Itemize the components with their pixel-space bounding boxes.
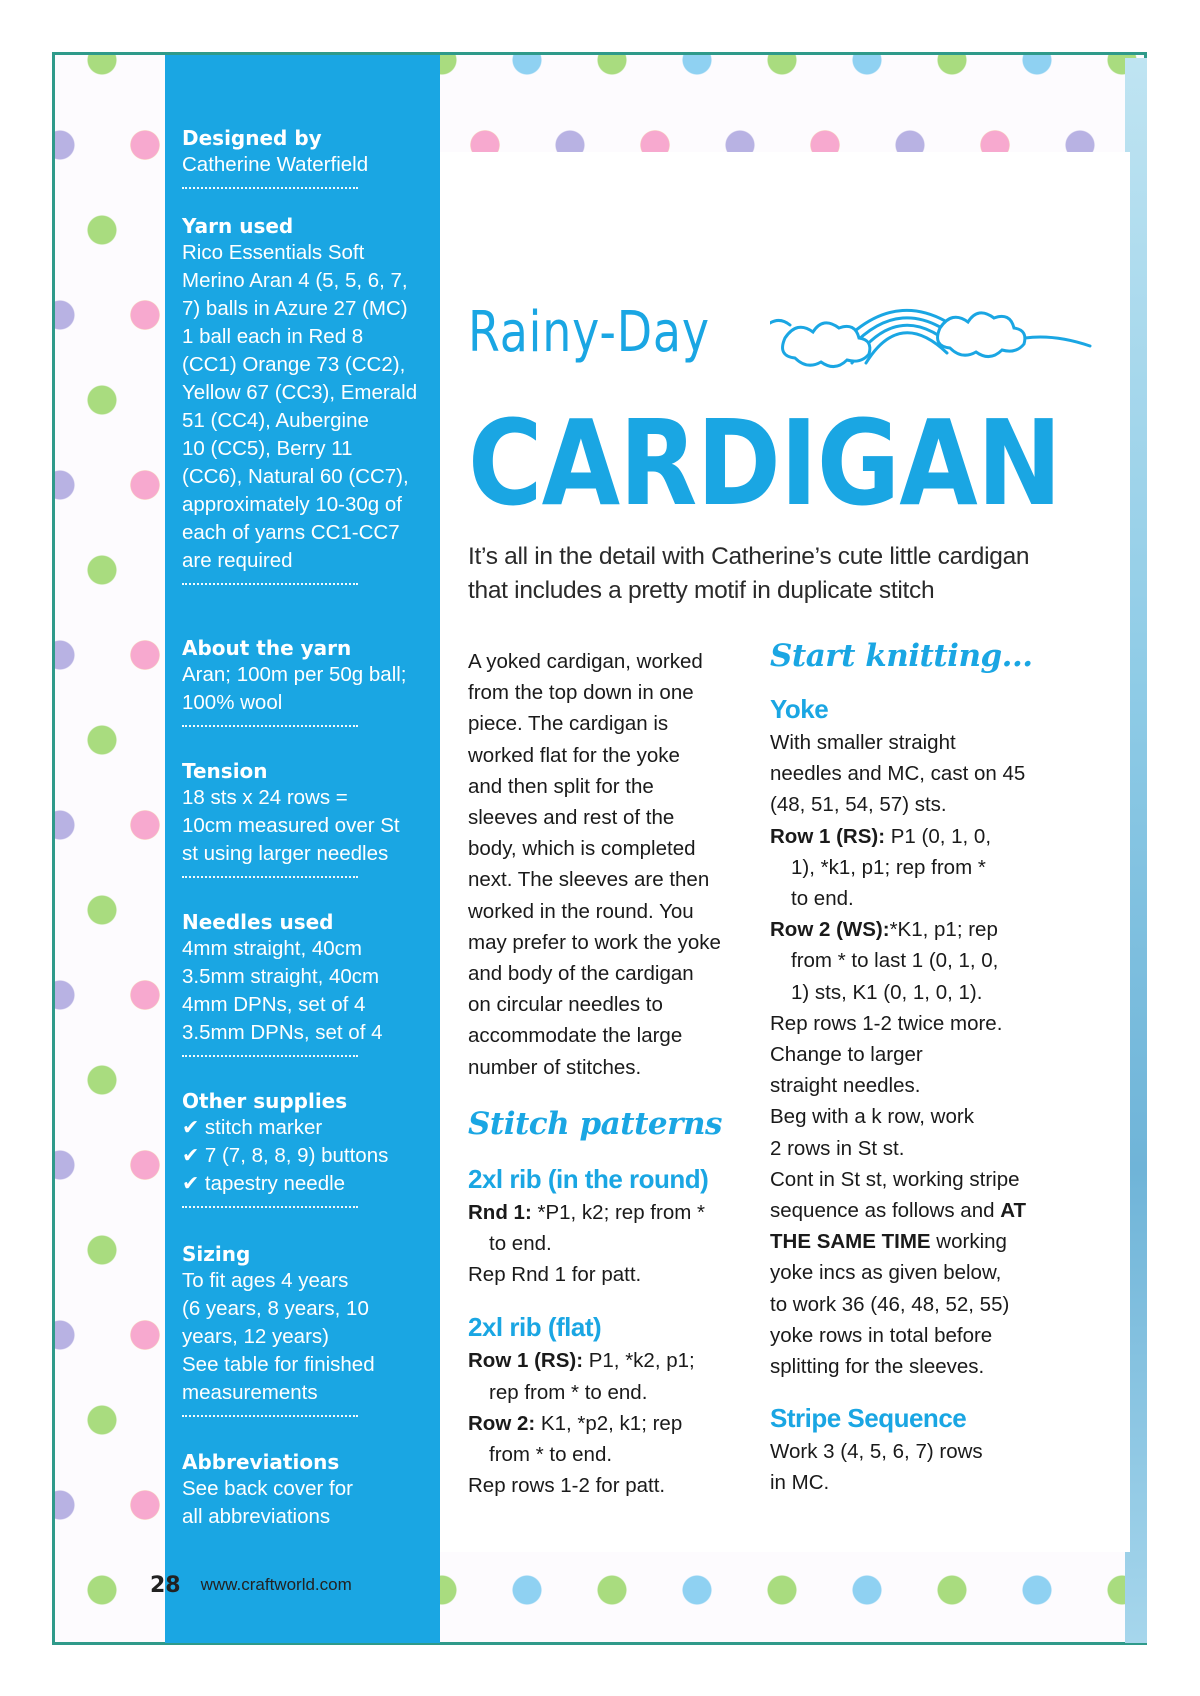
- intro-line: and body of the cardigan: [468, 962, 694, 986]
- supplies-heading: Other supplies: [182, 1089, 348, 1113]
- side-line: ✔ tapestry needle: [182, 1172, 346, 1195]
- intro-line: worked in the round. You: [468, 899, 694, 923]
- side-line: 4mm straight, 40cm: [182, 937, 362, 960]
- yoke-line: needles and MC, cast on 45: [770, 762, 1026, 786]
- sizing-section: [182, 1241, 437, 1417]
- yoke-line: Rep rows 1-2 twice more.: [770, 1011, 1003, 1035]
- stitch-patterns-heading: Stitch patterns: [468, 1105, 722, 1142]
- left-column: [468, 646, 748, 1501]
- yoke-line: from * to last 1 (0, 1, 0,: [791, 949, 999, 973]
- designed-by-section: [182, 125, 437, 189]
- yoke-line: to work 36 (46, 48, 52, 55): [770, 1292, 1010, 1316]
- side-line: st using larger needles: [182, 842, 389, 865]
- side-line: ✔ 7 (7, 8, 8, 9) buttons: [182, 1144, 389, 1167]
- yoke-line: With smaller straight: [770, 731, 956, 754]
- yoke-line: Cont in St st, working stripe: [770, 1167, 1020, 1191]
- supplies-body: [182, 1114, 437, 1198]
- yarn-used-section: [182, 213, 437, 585]
- rib-round-rnd1: [468, 1197, 748, 1228]
- side-line: 10 (CC5), Berry 11: [182, 437, 353, 460]
- right-column: [770, 633, 1050, 1499]
- side-line: years, 12 years): [182, 1325, 329, 1348]
- side-line: Merino Aran 4 (5, 5, 6, 7,: [182, 269, 408, 292]
- page-footer: [150, 1567, 352, 1603]
- rib-flat-row2-cont: from * to end.: [489, 1443, 613, 1467]
- intro-line: next. The sleeves are then: [468, 868, 710, 892]
- text: working: [936, 1230, 1007, 1254]
- side-line: (6 years, 8 years, 10: [182, 1297, 369, 1320]
- rib-flat-row1: [468, 1345, 748, 1376]
- divider: [182, 583, 358, 585]
- divider: [182, 1415, 358, 1417]
- about-yarn-heading: About the yarn: [182, 636, 352, 660]
- yoke-line: straight needles.: [770, 1074, 921, 1098]
- side-line: Catherine Waterfield: [182, 153, 369, 176]
- side-line: 100% wool: [182, 691, 283, 714]
- divider: [182, 1055, 358, 1057]
- side-line: To fit ages 4 years: [182, 1269, 349, 1292]
- needles-body: [182, 935, 437, 1047]
- row-label: Row 1 (RS):: [770, 824, 886, 848]
- title-rainy-day: Rainy-Day: [468, 300, 710, 365]
- intro-line: accommodate the large: [468, 1024, 683, 1048]
- about-yarn-body: [182, 661, 437, 717]
- side-line: are required: [182, 549, 293, 572]
- abbreviations-section: [182, 1449, 437, 1531]
- page-number: 28: [150, 1572, 181, 1598]
- yoke-line: 1) sts, K1 (0, 1, 0, 1).: [791, 980, 983, 1004]
- about-yarn-section: [182, 635, 437, 727]
- tension-heading: Tension: [182, 759, 268, 783]
- intro-line: worked flat for the yoke: [468, 743, 680, 767]
- row-text: P1 (0, 1, 0,: [890, 824, 992, 848]
- sizing-heading: Sizing: [182, 1242, 251, 1266]
- needles-heading: Needles used: [182, 910, 334, 934]
- side-line: 3.5mm DPNs, set of 4: [182, 1021, 383, 1044]
- divider: [182, 876, 358, 878]
- row-text: *K1, p1; rep: [889, 918, 998, 942]
- standfirst: [468, 540, 1068, 608]
- rib-flat-row2: [468, 1408, 748, 1439]
- yoke-row2: [770, 914, 1050, 945]
- emphasis: THE SAME TIME: [770, 1230, 931, 1254]
- side-line: Aran; 100m per 50g ball;: [182, 663, 407, 686]
- row-label: Row 2 (WS):: [770, 918, 890, 942]
- info-sidebar: [165, 55, 440, 1643]
- side-line: 7) balls in Azure 27 (MC): [182, 297, 408, 320]
- standfirst-line: It’s all in the detail with Catherine’s cute little cardigan: [468, 543, 1030, 570]
- footer-url[interactable]: www.craftworld.com: [200, 1575, 352, 1594]
- supplies-section: [182, 1088, 437, 1208]
- sizing-body: [182, 1267, 437, 1407]
- side-line: (CC6), Natural 60 (CC7),: [182, 465, 409, 488]
- stripe-heading: Stripe Sequence: [770, 1403, 967, 1434]
- yoke-line: yoke rows in total before: [770, 1323, 993, 1347]
- text: sequence as follows and: [770, 1199, 995, 1223]
- yoke-line: Change to larger: [770, 1043, 923, 1067]
- side-line: 4mm DPNs, set of 4: [182, 993, 366, 1016]
- divider: [182, 187, 358, 189]
- intro-line: number of stitches.: [468, 1055, 642, 1079]
- divider: [182, 725, 358, 727]
- yoke-line: 2 rows in St st.: [770, 1136, 905, 1160]
- tension-section: [182, 758, 437, 878]
- side-line: 3.5mm straight, 40cm: [182, 965, 380, 988]
- side-line: See back cover for: [182, 1477, 353, 1500]
- rib-round-rep: Rep Rnd 1 for patt.: [468, 1263, 642, 1287]
- row-label: Row 2:: [468, 1411, 536, 1435]
- side-line: Rico Essentials Soft: [182, 241, 365, 264]
- side-line: (CC1) Orange 73 (CC2),: [182, 353, 406, 376]
- yoke-heading: Yoke: [770, 694, 829, 724]
- side-line: 1 ball each in Red 8: [182, 325, 364, 348]
- side-line: each of yarns CC1-CC7: [182, 521, 400, 544]
- rib-flat-rep: Rep rows 1-2 for patt.: [468, 1474, 666, 1498]
- tension-body: [182, 784, 437, 868]
- side-line: See table for finished: [182, 1353, 375, 1376]
- yoke-line: [770, 1195, 1050, 1226]
- intro-line: and then split for the: [468, 774, 654, 798]
- rnd-label: Rnd 1:: [468, 1200, 532, 1224]
- yoke-line: 1), *k1, p1; rep from *: [791, 855, 986, 879]
- abbreviations-body: [182, 1475, 437, 1531]
- intro-line: may prefer to work the yoke: [468, 930, 721, 954]
- side-line: Yellow 67 (CC3), Emerald: [182, 381, 418, 404]
- title-cardigan: CARDIGAN: [468, 394, 1062, 532]
- yoke-line: [770, 1226, 1050, 1257]
- emphasis: AT: [1000, 1199, 1027, 1223]
- divider: [182, 1206, 358, 1208]
- yarn-used-heading: Yarn used: [182, 214, 294, 238]
- yarn-used-body: [182, 239, 437, 575]
- abbreviations-heading: Abbreviations: [182, 1450, 340, 1474]
- yoke-line: yoke incs as given below,: [770, 1261, 1002, 1285]
- side-line: all abbreviations: [182, 1505, 331, 1528]
- needles-section: [182, 909, 437, 1057]
- designer-name: [182, 151, 437, 179]
- yoke-line: to end.: [791, 887, 854, 911]
- rib-flat-row1-cont: rep from * to end.: [489, 1380, 648, 1404]
- rib-flat-heading: 2xl rib (flat): [468, 1312, 602, 1343]
- yoke-line: (48, 51, 54, 57) sts.: [770, 793, 947, 817]
- side-line: 18 sts x 24 rows =: [182, 786, 348, 809]
- side-line: ✔ stitch marker: [182, 1116, 323, 1139]
- designed-by-heading: Designed by: [182, 126, 322, 150]
- row-text: P1, *k2, p1;: [588, 1349, 695, 1373]
- yoke-line: Beg with a k row, work: [770, 1105, 974, 1129]
- intro-line: from the top down in one: [468, 681, 694, 705]
- intro-line: A yoked cardigan, worked: [468, 650, 703, 673]
- rib-round-heading: 2xl rib (in the round): [468, 1163, 709, 1194]
- side-line: 10cm measured over St: [182, 814, 400, 837]
- yoke-row1: [770, 821, 1050, 852]
- side-line: approximately 10-30g of: [182, 493, 402, 516]
- rib-round-rnd1-cont: to end.: [489, 1232, 552, 1256]
- rainbow-cloud-icon: [770, 268, 1100, 398]
- intro-line: body, which is completed: [468, 837, 696, 861]
- yoke-line: splitting for the sleeves.: [770, 1355, 985, 1379]
- stripe-line: in MC.: [770, 1471, 830, 1495]
- intro-line: on circular needles to: [468, 993, 663, 1017]
- row-label: Row 1 (RS):: [468, 1349, 584, 1373]
- intro-line: piece. The cardigan is: [468, 712, 669, 736]
- side-line: measurements: [182, 1381, 318, 1404]
- standfirst-line: that includes a pretty motif in duplicate stitch: [468, 577, 935, 604]
- side-line: 51 (CC4), Aubergine: [182, 409, 369, 432]
- row-text: K1, *p2, k1; rep: [540, 1411, 683, 1435]
- intro-line: sleeves and rest of the: [468, 806, 675, 830]
- start-knitting-heading: Start knitting...: [770, 638, 1033, 674]
- stripe-line: Work 3 (4, 5, 6, 7) rows: [770, 1440, 983, 1464]
- rnd-text: *P1, k2; rep from *: [537, 1200, 705, 1224]
